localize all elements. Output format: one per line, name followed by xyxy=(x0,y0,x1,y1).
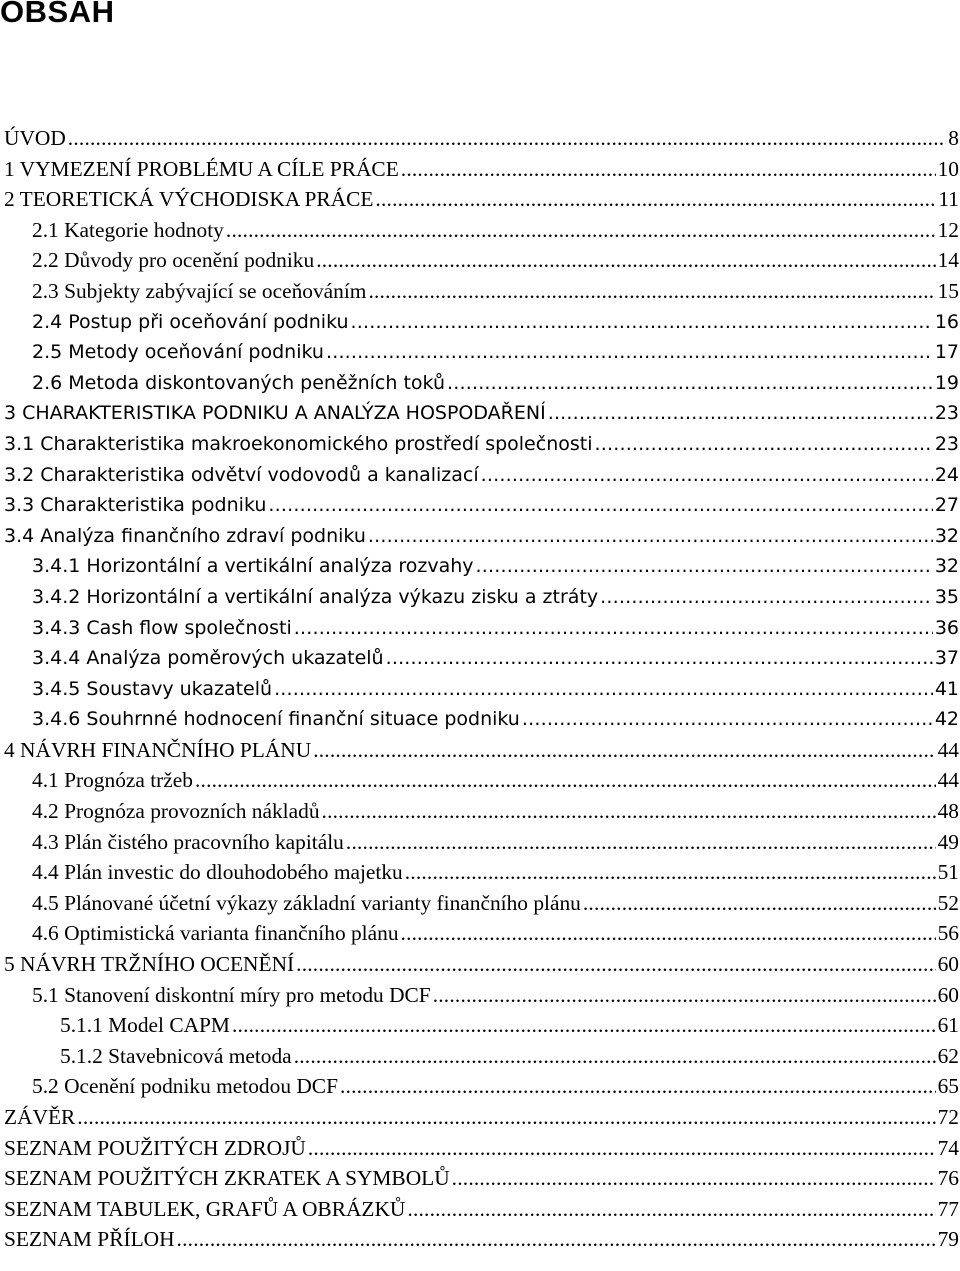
toc-entry[interactable] xyxy=(4,1224,959,1255)
toc-entry-page-number: 12 xyxy=(937,217,959,242)
dot-leader xyxy=(386,643,933,674)
toc-entry-page-number: 32 xyxy=(934,555,959,578)
dot-leader xyxy=(452,1163,936,1194)
toc-entry-page-number: 37 xyxy=(934,647,959,670)
toc-entry-label: 3.4.6 Souhrnné hodnocení finanční situace podniku xyxy=(32,708,520,731)
dot-leader xyxy=(232,1010,936,1041)
toc-entry[interactable] xyxy=(4,245,959,276)
toc-entry-label: 3 CHARAKTERISTIKA PODNIKU A ANALÝZA HOSPODAŘENÍ xyxy=(4,402,546,425)
toc-entry-page-number: 51 xyxy=(937,860,959,885)
toc-entry-page-number: 10 xyxy=(937,156,959,181)
toc-entry-page-number: 11 xyxy=(938,187,959,212)
dot-leader xyxy=(583,888,936,919)
toc-entry-page-number: 42 xyxy=(934,708,959,731)
toc-entry-page-number: 23 xyxy=(934,402,959,425)
toc-entry-page-number: 56 xyxy=(937,921,959,946)
toc-entry[interactable] xyxy=(4,980,959,1011)
toc-entry-label: 4.6 Optimistická varianta finančního plánu xyxy=(32,921,399,946)
toc-entry-page-number: 60 xyxy=(937,982,959,1007)
toc-entry-label: 5 NÁVRH TRŽNÍHO OCENĚNÍ xyxy=(4,952,295,977)
toc-entry-label: 4.2 Prognóza provozních nákladů xyxy=(32,799,320,824)
dot-leader xyxy=(294,1041,936,1072)
toc-entry[interactable] xyxy=(4,215,959,246)
toc-entry-label: 2.3 Subjekty zabývající se oceňováním xyxy=(32,278,367,303)
toc-entry-page-number: 48 xyxy=(937,799,959,824)
toc-entry[interactable] xyxy=(4,582,959,613)
toc-entry-page-number: 65 xyxy=(937,1074,959,1099)
toc-entry[interactable] xyxy=(4,765,959,796)
toc-entry-label: 3.4 Analýza finančního zdraví podniku xyxy=(4,524,366,547)
dot-leader xyxy=(340,1071,936,1102)
toc-entry-label: ÚVOD xyxy=(4,126,66,150)
dot-leader xyxy=(595,429,933,460)
dot-leader xyxy=(294,613,933,644)
toc-entry[interactable] xyxy=(4,398,959,429)
dot-leader xyxy=(600,582,933,613)
toc-entry-label: 5.1.2 Stavebnicová metoda xyxy=(60,1043,292,1068)
toc-entry-page-number: 23 xyxy=(934,432,959,455)
toc-entry-label: 1 VYMEZENÍ PROBLÉMU A CÍLE PRÁCE xyxy=(4,156,399,181)
toc-entry[interactable] xyxy=(4,521,959,552)
toc-entry-page-number: 15 xyxy=(937,278,959,303)
toc-entry[interactable] xyxy=(4,490,959,521)
toc-entry-page-number: 49 xyxy=(937,829,959,854)
toc-entry-label: 3.1 Charakteristika makroekonomického prostředí společnosti xyxy=(4,432,593,455)
dot-leader xyxy=(522,704,933,735)
toc-entry[interactable] xyxy=(4,704,959,735)
toc-entry[interactable] xyxy=(4,307,959,338)
toc-entry[interactable] xyxy=(4,1041,959,1072)
toc-entry-page-number: 19 xyxy=(934,371,959,394)
dot-leader xyxy=(407,1194,935,1225)
toc-entry-label: 5.1 Stanovení diskontní míry pro metodu DCF xyxy=(32,982,431,1007)
toc-entry[interactable] xyxy=(4,643,959,674)
toc-entry-page-number: 60 xyxy=(937,952,959,977)
toc-entry[interactable] xyxy=(4,1194,959,1225)
toc-entry-page-number: 77 xyxy=(937,1196,959,1221)
toc-entry-label: SEZNAM PŘÍLOH xyxy=(4,1227,175,1252)
toc-entry-label: 3.4.2 Horizontální a vertikální analýza výkazu zisku a ztráty xyxy=(32,585,599,608)
toc-entry-label: SEZNAM POUŽITÝCH ZKRATEK A SYMBOLŮ xyxy=(4,1166,450,1191)
toc-heading: OBSAH xyxy=(0,0,115,29)
dot-leader xyxy=(77,1102,935,1133)
toc-entry[interactable] xyxy=(4,918,959,949)
dot-leader xyxy=(322,796,936,827)
toc-entry[interactable] xyxy=(4,460,959,491)
toc-entry-page-number: 74 xyxy=(937,1135,959,1160)
dot-leader xyxy=(274,674,933,705)
toc-entry[interactable] xyxy=(4,123,959,154)
toc-entry[interactable] xyxy=(4,1163,959,1194)
toc-entry[interactable] xyxy=(4,1102,959,1133)
toc-entry-label: 4.4 Plán investic do dlouhodobého majetku xyxy=(32,860,403,885)
dot-leader xyxy=(401,154,936,185)
toc-entry-page-number: 17 xyxy=(934,341,959,364)
dot-leader xyxy=(316,245,935,276)
toc-entry[interactable] xyxy=(4,1010,959,1041)
dot-leader xyxy=(226,215,936,246)
toc-entry[interactable] xyxy=(4,735,959,766)
toc-entry-label: 4 NÁVRH FINANČNÍHO PLÁNU xyxy=(4,737,312,762)
toc-entry[interactable] xyxy=(4,1071,959,1102)
toc-entry-page-number: 44 xyxy=(937,737,959,762)
toc-entry[interactable] xyxy=(4,184,959,215)
toc-entry-page-number: 24 xyxy=(934,463,959,486)
dot-leader xyxy=(481,460,933,491)
toc-entry-page-number: 76 xyxy=(937,1166,959,1191)
toc-entry[interactable] xyxy=(4,154,959,185)
toc-entry-page-number: 35 xyxy=(934,585,959,608)
toc-entry-label: 3.4.4 Analýza poměrových ukazatelů xyxy=(32,647,384,670)
toc-entry-page-number: 8 xyxy=(948,126,959,150)
toc-entry[interactable] xyxy=(4,276,959,307)
dot-leader xyxy=(268,490,932,521)
dot-leader xyxy=(476,551,933,582)
toc-entry-label: 2.4 Postup při oceňování podniku xyxy=(32,310,349,333)
toc-entry-label: 2.5 Metody oceňování podniku xyxy=(32,341,324,364)
toc-entry-label: 4.1 Prognóza tržeb xyxy=(32,768,193,793)
toc-entry[interactable] xyxy=(4,857,959,888)
dot-leader xyxy=(326,337,933,368)
dot-leader xyxy=(368,276,935,307)
toc-entry-label: 3.4.5 Soustavy ukazatelů xyxy=(32,677,273,700)
toc-entry[interactable] xyxy=(4,337,959,368)
dot-leader xyxy=(447,368,933,399)
toc-entry[interactable] xyxy=(4,796,959,827)
dot-leader xyxy=(296,949,935,980)
toc-entry[interactable] xyxy=(4,949,959,980)
toc-entry-page-number: 41 xyxy=(934,677,959,700)
toc-entry[interactable] xyxy=(4,429,959,460)
dot-leader xyxy=(368,521,933,552)
toc-entry-label: 5.1.1 Model CAPM xyxy=(60,1013,230,1038)
dot-leader xyxy=(548,398,933,429)
dot-leader xyxy=(195,765,936,796)
dot-leader xyxy=(177,1224,936,1255)
toc-entry[interactable] xyxy=(4,551,959,582)
dot-leader xyxy=(313,735,935,766)
toc-entry-page-number: 44 xyxy=(937,768,959,793)
toc-entry-label: 3.4.3 Cash flow společnosti xyxy=(32,616,292,639)
toc-entry-page-number: 52 xyxy=(937,890,959,915)
dot-leader xyxy=(433,980,936,1011)
dot-leader xyxy=(346,827,936,858)
toc-entry-page-number: 14 xyxy=(937,248,959,273)
dot-leader xyxy=(351,307,933,338)
toc-entry-label: 2.2 Důvody pro ocenění podniku xyxy=(32,248,315,273)
toc-entry-page-number: 61 xyxy=(937,1013,959,1038)
toc-entry-page-number: 72 xyxy=(937,1105,959,1129)
toc-entry-page-number: 27 xyxy=(934,494,959,517)
toc-entry-label: 2 TEORETICKÁ VÝCHODISKA PRÁCE xyxy=(4,187,374,212)
dot-leader xyxy=(308,1133,936,1164)
toc-entry[interactable] xyxy=(4,674,959,705)
dot-leader xyxy=(375,184,936,215)
toc-entry-page-number: 79 xyxy=(937,1227,959,1252)
toc-entry-label: 3.3 Charakteristika podniku xyxy=(4,494,267,517)
toc-entry[interactable] xyxy=(4,613,959,644)
dot-leader xyxy=(401,918,936,949)
toc-entry-page-number: 36 xyxy=(934,616,959,639)
toc-entry-label: SEZNAM TABULEK, GRAFŮ A OBRÁZKŮ xyxy=(4,1196,406,1221)
toc-entry-page-number: 32 xyxy=(934,524,959,547)
toc-entry-label: SEZNAM POUŽITÝCH ZDROJŮ xyxy=(4,1135,306,1160)
toc-entry[interactable] xyxy=(4,827,959,858)
toc-entry-label: 2.6 Metoda diskontovaných peněžních toků xyxy=(32,371,445,394)
toc-entry[interactable] xyxy=(4,368,959,399)
toc-entry-page-number: 62 xyxy=(937,1043,959,1068)
toc-entry-label: 4.5 Plánované účetní výkazy základní varianty finančního plánu xyxy=(32,890,581,915)
table-of-contents xyxy=(4,123,959,1255)
toc-entry-label: 4.3 Plán čistého pracovního kapitálu xyxy=(32,829,344,854)
toc-entry-label: 3.4.1 Horizontální a vertikální analýza rozvahy xyxy=(32,555,474,578)
toc-entry-label: ZÁVĚR xyxy=(4,1105,76,1129)
toc-entry[interactable] xyxy=(4,1133,959,1164)
toc-entry[interactable] xyxy=(4,888,959,919)
toc-entry-label: 2.1 Kategorie hodnoty xyxy=(32,217,224,242)
toc-entry-page-number: 16 xyxy=(934,310,959,333)
toc-entry-label: 5.2 Ocenění podniku metodou DCF xyxy=(32,1074,338,1099)
dot-leader xyxy=(68,123,947,154)
dot-leader xyxy=(405,857,936,888)
toc-entry-label: 3.2 Charakteristika odvětví vodovodů a kanalizací xyxy=(4,463,479,486)
